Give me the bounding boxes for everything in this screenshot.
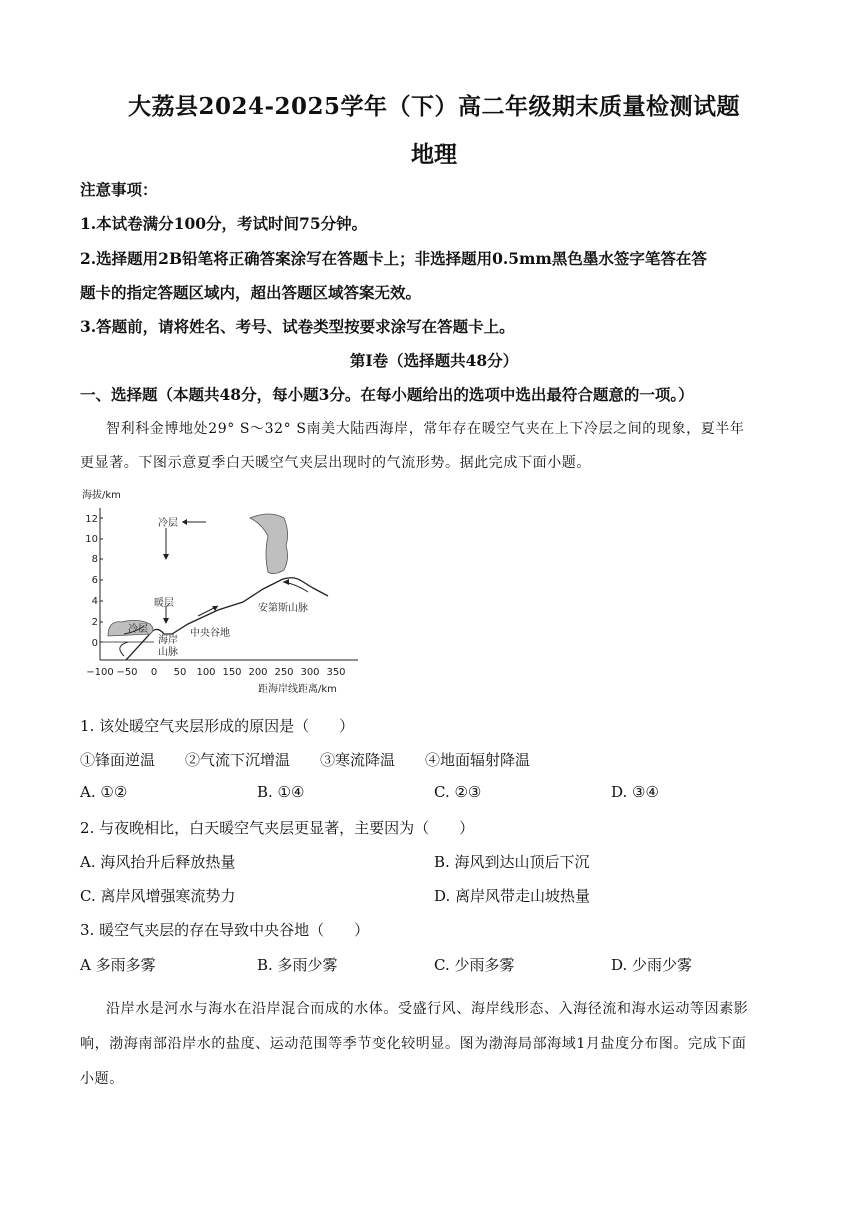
label-cold-lower: 冷层 (128, 624, 148, 635)
x-tick-250: 250 (274, 667, 294, 678)
notice-heading: 注意事项： (80, 180, 158, 199)
q3-option-c: C. 少雨多雾 (434, 956, 515, 974)
q1-option-a: A. ①② (80, 783, 128, 801)
notice-item-1: 1.本试卷满分100分，考试时间75分钟。 (80, 214, 368, 233)
y-tick-4: 4 (91, 596, 98, 607)
subject-title: 地理 (411, 141, 457, 168)
figure-xlabel: 距海岸线距离/km (258, 684, 337, 695)
passage1-line-2: 更显著。下图示意夏季白天暖空气夹层出现时的气流形势。据此完成下面小题。 (80, 455, 591, 471)
label-valley: 中央谷地 (190, 628, 230, 639)
label-coast-mtn-2: 山脉 (158, 647, 178, 658)
x-tick-150: 150 (222, 667, 242, 678)
x-tick-m100: −100 (86, 667, 114, 678)
x-tick-0: 0 (150, 667, 158, 678)
y-tick-0: 0 (91, 638, 98, 649)
y-tick-labels (85, 514, 98, 649)
q2-option-c: C. 离岸风增强寒流势力 (80, 887, 236, 905)
q1-option-d: D. ③④ (611, 783, 659, 801)
y-tick-2: 2 (91, 617, 98, 628)
passage1-line-1: 智利科金博地处29° S～32° S南美大陆西海岸，常年存在暖空气夹在上下冷层之间的现象，夏半年 (106, 421, 745, 437)
q3-option-b: B. 多雨少雾 (257, 956, 338, 974)
section-heading: 一、选择题（本题共48分，每小题3分。在每小题给出的选项中选出最符合题意的一项。） (80, 385, 694, 404)
notice-item-3: 3.答题前，请将姓名、考号、试卷类型按要求涂写在答题卡上。 (80, 317, 515, 336)
q1-option-b: B. ①④ (257, 783, 305, 801)
label-cold-upper: 冷层 (158, 518, 178, 529)
x-tick-200: 200 (248, 667, 268, 678)
q3-option-d: D. 少雨少雾 (611, 956, 693, 974)
passage2-line-1: 沿岸水是河水与海水在沿岸混合而成的水体。受盛行风、海岸线形态、入海径流和海水运动等因素影 (106, 1001, 749, 1017)
x-tick-m50: −50 (116, 667, 138, 678)
label-warm: 暖层 (154, 598, 174, 609)
part1-heading: 第Ⅰ卷（选择题共48分） (349, 351, 519, 370)
passage2-line-3: 小题。 (80, 1071, 124, 1087)
andes-cloud (250, 514, 288, 574)
y-tick-12: 12 (85, 514, 98, 525)
q2-option-a: A. 海风抬升后释放热量 (80, 853, 236, 871)
q3-option-a: A 多雨多雾 (80, 956, 156, 974)
label-coast-mtn-1: 海岸 (158, 635, 178, 646)
exam-title: 大荔县2024-2025学年（下）高二年级期末质量检测试题 (127, 93, 741, 120)
x-tick-100: 100 (196, 667, 216, 678)
q1-statements: ①锋面逆温 ②气流下沉增温 ③寒流降温 ④地面辐射降温 (80, 751, 531, 769)
x-tick-300: 300 (300, 667, 320, 678)
x-tick-50: 50 (173, 667, 187, 678)
passage2-line-2: 响，渤海南部沿岸水的盐度、运动范围等季节变化较明显。图为渤海局部海域1月盐度分布图。完成下面 (80, 1036, 747, 1052)
q1-option-c: C. ②③ (434, 783, 482, 801)
notice-item-2-line-2: 题卡的指定答题区域内，超出答题区域答案无效。 (80, 283, 422, 302)
q2-option-b: B. 海风到达山顶后下沉 (434, 853, 590, 871)
notice-item-2-line-1: 2.选择题用2B铅笔将正确答案涂写在答题卡上；非选择题用0.5mm黑色墨水签字笔答在答 (80, 249, 707, 268)
x-tick-labels (86, 667, 345, 678)
figure-ylabel: 海拔/km (82, 490, 121, 501)
q2-option-d: D. 离岸风带走山坡热量 (434, 887, 591, 905)
q2-stem: 2. 与夜晚相比，白天暖空气夹层更显著，主要因为（ ） (80, 819, 475, 837)
label-andes: 安第斯山脉 (258, 603, 308, 614)
q3-stem: 3. 暖空气夹层的存在导致中央谷地（ ） (80, 921, 370, 939)
q1-stem: 1. 该处暖空气夹层形成的原因是（ ） (80, 717, 355, 735)
y-tick-6: 6 (91, 575, 98, 586)
x-tick-350: 350 (326, 667, 346, 678)
y-tick-8: 8 (91, 554, 98, 565)
airflow-diagram (78, 484, 368, 699)
terrain-profile (126, 578, 328, 660)
y-tick-10: 10 (85, 534, 98, 545)
